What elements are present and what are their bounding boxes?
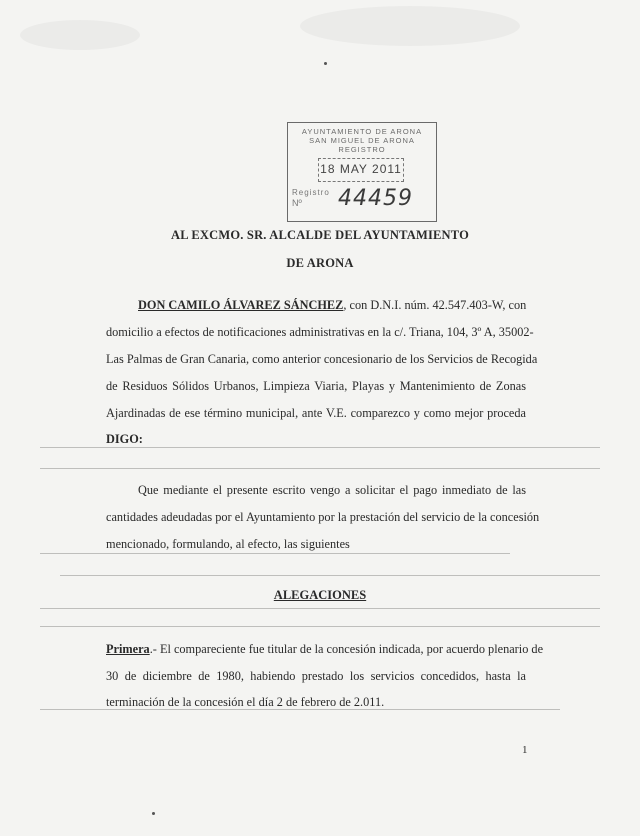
scan-line	[40, 608, 600, 609]
stamp-line-2: SAN MIGUEL DE ARONA	[309, 136, 415, 145]
intro-line-2: domicilio a efectos de notificaciones administrativas en la c/. Triana, 104, 3º A, 35002-	[106, 325, 534, 339]
request-line-2: cantidades adeudadas por el Ayuntamiento por la prestación del servicio de la concesión	[106, 510, 540, 524]
scan-line	[40, 626, 600, 627]
page-number: 1	[522, 744, 528, 756]
scan-speck	[152, 812, 155, 815]
intro-line-1-rest: , con D.N.I. núm. 42.547.403-W, con	[343, 298, 527, 312]
alegaciones-title: ALEGACIONES	[273, 588, 367, 602]
digo-label: DIGO:	[106, 432, 143, 446]
scan-line	[40, 468, 600, 469]
stamp-handwritten-number: 44459	[338, 186, 413, 211]
intro-line-3: Las Palmas de Gran Canaria, como anterior concesionario de los Servicios de Recogida	[106, 352, 538, 366]
scan-smudge	[300, 6, 520, 46]
scan-smudge	[20, 20, 140, 50]
stamp-date-box	[318, 158, 404, 182]
intro-line-4: de Residuos Sólidos Urbanos, Limpieza Viaria, Playas y Mantenimiento de Zonas	[106, 379, 526, 393]
addressee-heading-line-1: AL EXCMO. SR. ALCALDE DEL AYUNTAMIENTO	[170, 228, 470, 242]
primera-line-3: terminación de la concesión el día 2 de febrero de 2.011.	[106, 695, 385, 709]
stamp-line-1: AYUNTAMIENTO DE ARONA	[301, 127, 423, 136]
primera-label: Primera	[106, 642, 150, 656]
stamp-number-prefix: Nº	[292, 198, 302, 208]
scan-line	[40, 709, 560, 710]
request-line-1: Que mediante el presente escrito vengo a solicitar el pago inmediato de las	[138, 483, 526, 497]
intro-line-1	[138, 297, 526, 313]
scan-speck	[324, 62, 327, 65]
intro-line-5: Ajardinadas de ese término municipal, ante V.E. comparezco y como mejor proceda	[106, 406, 526, 420]
stamp-date: 18 MAY 2011	[320, 162, 402, 176]
scan-line	[60, 575, 600, 576]
registry-stamp	[287, 122, 437, 222]
stamp-registro-label: Registro	[292, 188, 330, 197]
addressee-heading-line-2: DE ARONA	[286, 256, 354, 270]
primera-line-1-rest: .- El compareciente fue titular de la concesión indicada, por acuerdo plenario de	[149, 642, 544, 656]
applicant-name: DON CAMILO ÁLVAREZ SÁNCHEZ	[138, 298, 344, 312]
primera-line-2: 30 de diciembre de 1980, habiendo prestado los servicios concedidos, hasta la	[106, 669, 526, 683]
scan-line	[40, 553, 510, 554]
request-line-3: mencionado, formulando, al efecto, las siguientes	[106, 537, 350, 551]
stamp-line-3: REGISTRO	[338, 145, 386, 154]
scan-line	[40, 447, 600, 448]
primera-line-1	[106, 641, 544, 657]
